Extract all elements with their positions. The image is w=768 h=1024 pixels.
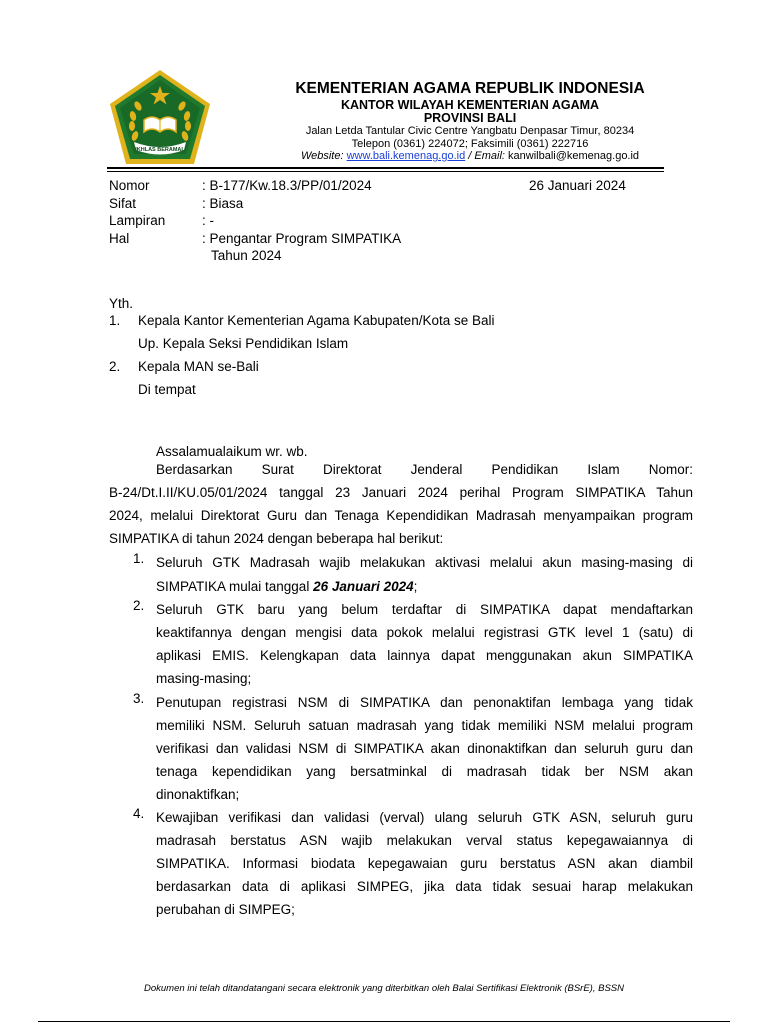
activation-date: 26 Januari 2024	[313, 579, 414, 594]
point-line: dinonaktifkan;	[156, 787, 240, 802]
office-phone: Telepon (0361) 224072; Faksimili (0361) 222716	[351, 138, 589, 150]
point-line	[156, 575, 417, 598]
point-line: madrasah berstatus ASN wajib melakukan verval status kepegawaiannya di	[156, 833, 693, 848]
point-line: berdasarkan data di aplikasi SIMPEG, jika data tidak sesuai harap melakukan	[156, 879, 693, 894]
header-rule-thick	[107, 167, 664, 169]
point-line: Penutupan registrasi NSM di SIMPATIKA dan penonaktifan lembaga yang tidak	[156, 695, 693, 710]
office-name: KANTOR WILAYAH KEMENTERIAN AGAMA	[340, 98, 600, 112]
meta-value-lampiran: : -	[202, 213, 214, 228]
meta-value-hal: : Pengantar Program SIMPATIKA	[202, 231, 402, 246]
kemenag-logo	[108, 68, 212, 166]
contact-line	[230, 150, 710, 162]
point-number: 4.	[133, 806, 145, 821]
recipient-number: 2.	[109, 359, 121, 374]
meta-value-nomor: : B-177/Kw.18.3/PP/01/2024	[202, 178, 372, 193]
recipient-sub: Di tempat	[138, 382, 196, 397]
point-number: 2.	[133, 598, 145, 613]
recipient-sub: Up. Kepala Seksi Pendidikan Islam	[138, 336, 349, 351]
point-line: Seluruh GTK baru yang belum terdaftar di SIMPATIKA dapat mendaftarkan	[156, 602, 693, 617]
meta-label-sifat: Sifat	[109, 196, 137, 211]
header-rule-thin	[107, 171, 664, 172]
greeting: Assalamualaikum wr. wb.	[156, 444, 308, 459]
page-bottom-rule	[38, 1021, 730, 1022]
point-line: perubahan di SIMPEG;	[156, 902, 295, 917]
recipient-text: Kepala Kantor Kementerian Agama Kabupaten/Kota se Bali	[138, 313, 495, 328]
point-line: SIMPATIKA. Informasi biodata kepegawaian guru berstatus ASN akan diambil	[156, 856, 693, 871]
recipient-number: 1.	[109, 313, 121, 328]
point-line: memiliki NSM. Seluruh satuan madrasah yang tidak memiliki NSM melalui program	[156, 718, 693, 733]
ministry-title: KEMENTERIAN AGAMA REPUBLIK INDONESIA	[295, 80, 645, 97]
point-number: 3.	[133, 691, 145, 706]
salutation: Yth.	[109, 296, 134, 311]
intro-line: SIMPATIKA di tahun 2024 dengan beberapa hal berikut:	[109, 531, 444, 546]
point-line: masing-masing;	[156, 671, 252, 686]
intro-line: Berdasarkan Surat Direktorat Jenderal Pendidikan Islam Nomor:	[156, 462, 693, 477]
meta-label-lampiran: Lampiran	[109, 213, 166, 228]
point-line: verifikasi dan validasi NSM di SIMPATIKA akan dinonaktifkan dan seluruh guru dan	[156, 741, 693, 756]
letter-date: 26 Januari 2024	[529, 178, 626, 193]
point-text: ;	[413, 579, 418, 594]
website-label: Website:	[300, 150, 344, 162]
svg-text:IKHLAS BERAMAL: IKHLAS BERAMAL	[135, 147, 185, 153]
intro-line: 2024, melalui Direktorat Guru dan Tenaga Kependidikan Madrasah menyampaikan program	[109, 508, 693, 523]
point-line: Seluruh GTK Madrasah wajib melakukan aktivasi melalui akun masing-masing di	[156, 555, 693, 570]
point-text: SIMPATIKA mulai tanggal	[156, 579, 314, 594]
point-line: keaktifannya dengan mengisi data pokok melalui registrasi GTK level 1 (satu) di	[156, 625, 693, 640]
meta-label-nomor: Nomor	[109, 178, 150, 193]
e-signature-note: Dokumen ini telah ditandatangani secara elektronik yang diterbitkan oleh Balai Sertifikasi Elektronik (BSrE), BSSN	[144, 983, 624, 994]
point-line: tenaga kependidikan yang bersatminkal di madrasah tidak ber NSM akan	[156, 764, 693, 779]
meta-value-hal-cont: Tahun 2024	[211, 248, 282, 263]
website-link[interactable]: www.bali.kemenag.go.id	[346, 150, 466, 162]
office-address: Jalan Letda Tantular Civic Centre Yangbatu Denpasar Timur, 80234	[305, 125, 635, 137]
meta-label-hal: Hal	[109, 231, 130, 246]
point-line: aplikasi EMIS. Kelengkapan data lainnya dapat menggunakan akun SIMPATIKA	[156, 648, 693, 663]
point-line: Kewajiban verifikasi dan validasi (verval) ulang seluruh GTK ASN, seluruh guru	[156, 810, 693, 825]
intro-line: B-24/Dt.I.II/KU.05/01/2024 tanggal 23 Januari 2024 perihal Program SIMPATIKA Tahun	[109, 485, 693, 500]
recipient-text: Kepala MAN se-Bali	[138, 359, 259, 374]
email-address: kanwilbali@kemenag.go.id	[508, 150, 640, 162]
province-name: PROVINSI BALI	[423, 111, 517, 125]
email-label: / Email:	[468, 150, 505, 162]
meta-value-sifat: : Biasa	[202, 196, 244, 211]
point-number: 1.	[133, 551, 145, 566]
